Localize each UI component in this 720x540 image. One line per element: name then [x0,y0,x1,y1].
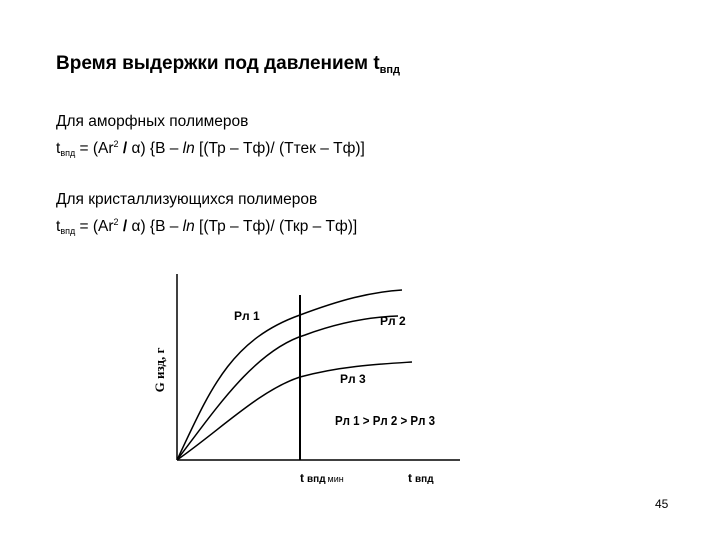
formula-slash: / [118,140,132,157]
formula-superscript: 2 [113,217,119,227]
amorphous-formula [56,133,365,164]
curve-pl3 [177,362,412,460]
y-axis-label: G изд, г [152,347,167,393]
formula-part-c: [(Тр – Тф)/ (Ткр – Тф)] [194,218,358,235]
formula-slash: / [118,218,132,235]
amorphous-formula-block [56,111,365,164]
holding-time-diagram [140,270,470,495]
curve-pl2 [177,316,398,460]
x-label-t [408,471,434,485]
pressure-relation: Рл 1 > Рл 2 > Рл 3 [335,413,435,428]
formula-superscript: 2 [113,139,119,149]
title-subscript: впд [379,64,401,76]
x-label-t-t: t [408,471,412,485]
curve-label-pl2: Рл 2 [380,314,406,328]
formula-t: t [56,140,61,157]
formula-part-b: α) {B – [131,140,183,157]
formula-ln: ln [182,218,195,235]
crystalline-formula [56,211,357,242]
curve-label-pl3: Рл 3 [340,372,366,386]
formula-part-c: [(Тр – Тф)/ (Ттек – Тф)] [194,140,365,157]
amorphous-heading: Для аморфных полимеров [56,113,249,130]
curve-label-pl1: Рл 1 [234,309,260,323]
formula-t: t [56,218,61,235]
formula-t-subscript: впд [60,148,76,158]
title-text: Время выдержки под давлением t [56,53,380,74]
formula-part-a: = (Ar [75,218,114,235]
formula-t-subscript: впд [60,226,76,236]
formula-part-b: α) {B – [131,218,183,235]
crystalline-formula-block [56,189,357,242]
x-label-t-min-sub: впд [307,474,326,485]
page-number: 45 [655,497,669,511]
x-label-t-sub: впд [415,474,434,485]
formula-part-a: = (Ar [75,140,114,157]
crystalline-heading: Для кристаллизующихся полимеров [56,191,318,208]
x-label-t-min-suffix: мин [327,474,344,484]
x-label-t-min [300,471,344,485]
page-title [56,53,400,76]
x-label-t-min-t: t [300,471,304,485]
formula-ln: ln [182,140,195,157]
